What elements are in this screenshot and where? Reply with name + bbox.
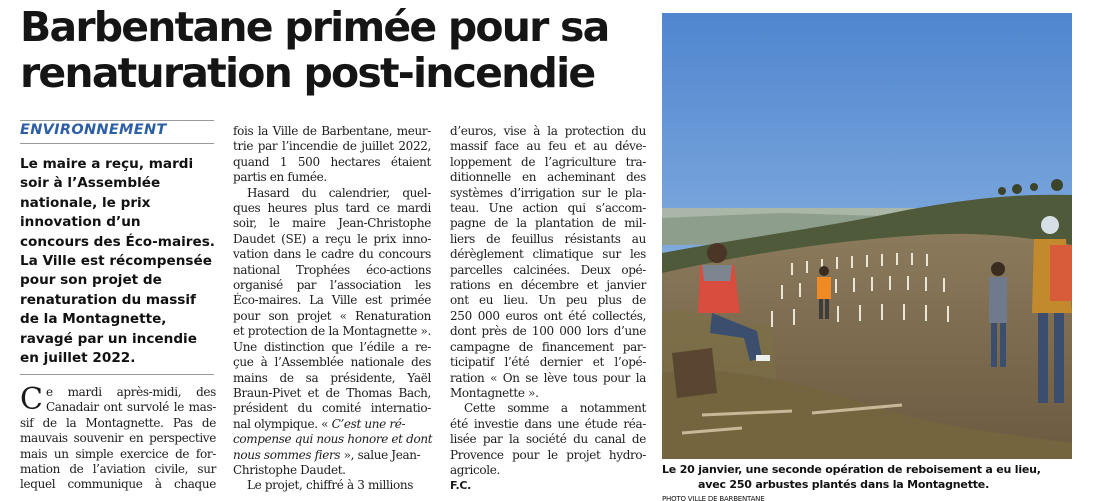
reforestation-photo-illustration — [662, 13, 1072, 459]
body-line: Montagnette ». — [450, 385, 539, 400]
body-line: été investie dans une étude réa- — [450, 416, 646, 431]
article-column-1 — [20, 382, 216, 493]
body-line: dérèglement climatique sur les — [450, 247, 646, 262]
body-line: agricole. — [450, 462, 500, 477]
body-line: et protection de la Montagnette ». — [233, 324, 431, 339]
lead-line: concours des Éco-maires. — [20, 233, 215, 250]
body-line: organisé par l’association les — [233, 278, 431, 293]
caption-text: avec 250 arbustes plantés dans la Montagnette. — [698, 478, 990, 491]
body-line: Le projet, chiffré à 3 millions — [247, 478, 414, 493]
rubric-label: ENVIRONNEMENT — [20, 122, 167, 138]
body-line: dont près de 100 000 lors d’une — [450, 324, 646, 339]
body-line: systèmes d’irrigation sur le pla- — [450, 185, 646, 200]
body-line: Christophe Daudet. — [233, 462, 346, 477]
body-text: », salue Jean- — [340, 447, 421, 462]
caption-line: Le 20 janvier, une seconde opération de reboisement a eu lieu, — [662, 463, 1041, 476]
body-line: ques heures plus tard ce mardi — [233, 201, 431, 216]
rubric-band — [20, 120, 214, 144]
body-line: trie par l’incendie de juillet 2022, — [233, 139, 431, 154]
body-line: ont eu lieu. Un peu plus de — [450, 293, 646, 308]
body-line: loppement de l’agriculture tra- — [450, 154, 646, 169]
body-text: nal olympique. « — [233, 416, 332, 431]
lead-line: pour son projet de — [20, 272, 162, 289]
body-line: président du comité internatio- — [233, 401, 431, 416]
quote-text: nous sommes fiers — [233, 447, 341, 462]
body-line: mains de sa présidente, Yaël — [233, 370, 431, 385]
body-line: e mardi après-midi, des — [45, 385, 216, 399]
body-line: 250 000 euros ont été collectés, — [450, 308, 646, 323]
body-line: soir, le maire Jean-Christophe — [233, 216, 431, 231]
body-line: sif de la Montagnette. Pas de — [20, 415, 216, 430]
lead-line: ravagé par un incendie — [20, 330, 197, 347]
body-line — [233, 448, 431, 463]
body-line: lisée par la société du canal de — [450, 432, 646, 447]
body-line: Une distinction que l’édile a re- — [233, 339, 431, 354]
lead-line: Le maire a reçu, mardi — [20, 156, 194, 172]
quote-text: C’est une ré- — [331, 416, 406, 431]
lead-paragraph — [20, 155, 216, 368]
lead-divider — [20, 374, 214, 375]
article-photo — [662, 13, 1072, 459]
lead-line: La Ville est récompensée — [20, 253, 212, 270]
body-line: mais un simple exercice de for- — [20, 446, 216, 461]
body-line — [233, 417, 431, 432]
lead-line: nationale, le prix — [20, 194, 151, 211]
lead-line: soir à l’Assemblée — [20, 175, 161, 192]
body-line: mauvais souvenir en perspective — [20, 431, 216, 446]
body-line: Cette somme a notamment — [464, 401, 646, 416]
drop-cap: C — [20, 382, 43, 417]
body-line: Provence pour le projet hydro- — [450, 447, 646, 462]
article-column-2 — [233, 124, 431, 494]
headline-line-1: Barbentane primée pour sa — [20, 3, 609, 51]
lead-line: renaturation du massif — [20, 291, 196, 308]
quote-line: compense qui nous honore et dont — [233, 432, 433, 447]
body-line: pagne de la plantation de mil- — [450, 216, 646, 231]
body-line: parcelles calcinées. Deux opé- — [450, 262, 646, 277]
lead-line: de la Montagnette, — [20, 311, 167, 328]
body-line: Canadair ont survolé le mas- — [45, 400, 216, 415]
body-line: lequel communique à chaque — [20, 477, 216, 492]
body-line: ticipatif l’été dernier et l’opé- — [450, 355, 646, 370]
headline-line-2: renaturation post-incendie — [20, 49, 595, 97]
body-line: quand 1 500 hectares étaient — [233, 154, 431, 169]
body-line: campagne de financement par- — [450, 339, 646, 354]
body-line: ditionnelle en acheminant des — [450, 170, 646, 185]
body-line: Braun-Pivet et de Thomas Bach, — [233, 385, 431, 400]
lead-line: en juillet 2022. — [20, 350, 136, 367]
body-line: ration « On se lève tous pour la — [450, 370, 646, 385]
body-line: massif face au feu et au déve- — [450, 139, 646, 154]
body-line: fois la Ville de Barbentane, meur- — [233, 124, 431, 138]
author-signature: F.C. — [450, 479, 471, 493]
body-line: Hasard du calendrier, quel- — [247, 185, 431, 200]
body-line: d’euros, vise à la protection du — [450, 124, 646, 138]
caption-line — [662, 477, 1074, 501]
body-line: rations en décembre et janvier — [450, 278, 646, 293]
body-line: teau. Une action qui s’accom- — [450, 201, 646, 216]
photo-credit: PHOTO VILLE DE BARBENTANE — [662, 495, 765, 501]
body-line: vation dans le cadre du concours — [233, 247, 431, 262]
body-line: liers de feuillus résistants au — [450, 231, 646, 246]
photo-caption — [662, 462, 1074, 501]
body-line: mation de l’aviation civile, sur — [20, 462, 216, 477]
body-line: çue à l’Assemblée nationale des — [233, 355, 431, 370]
article-column-3 — [450, 124, 646, 494]
body-line: pour son projet « Renaturation — [233, 308, 431, 323]
headline — [20, 4, 650, 96]
body-line: Éco-maires. La Ville est primée — [233, 293, 431, 308]
body-line: Daudet (SE) a reçu le prix inno- — [233, 231, 431, 246]
body-line: national Trophées éco-actions — [233, 262, 431, 277]
lead-line: innovation d’un — [20, 214, 141, 231]
body-line: partis en fumée. — [233, 170, 327, 185]
